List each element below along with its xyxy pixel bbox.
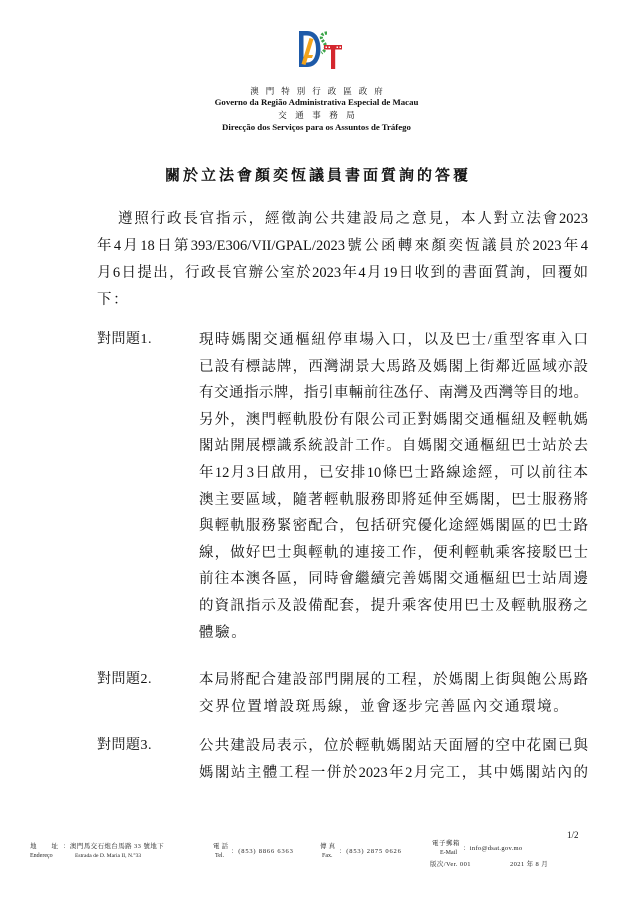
answer-2-text	[199, 667, 588, 720]
answer-1-line: 閣站開展標識系統設計工作。自媽閣交通樞紐巴士站於去	[199, 438, 588, 455]
logo-t-checker	[329, 47, 331, 49]
answer-1-line: 線，做好巴士與輕軌的連接工作，便利輕軌乘客接駁巴士	[199, 544, 588, 561]
answer-1-line: 澳主要區域，隨著輕軌服務即將延伸至媽閣，巴士服務將	[199, 491, 588, 508]
footer-address-label-zh: 地址	[30, 843, 73, 850]
intro-paragraph	[97, 206, 588, 314]
answer-1-line: 年12月3日啟用，已安排10條巴士路線途經，可以前往本	[199, 464, 588, 481]
footer-version: 版次/Ver. 001	[430, 861, 471, 868]
footer-address-label-pt: Endereço	[30, 853, 53, 859]
footer-fax-number: ：(853) 2875 0626	[339, 848, 402, 855]
footer-phone-number: ：(853) 8866 6363	[231, 848, 294, 855]
answer-1-line: 現時媽閣交通樞紐停車場入口，以及巴士/重型客車入口	[199, 332, 588, 348]
answer-2-label: 對問題2.	[97, 672, 152, 687]
footer-address-pt: Estrada de D. Maria II, N.°33	[75, 853, 142, 859]
answer-3-label: 對問題3.	[97, 738, 152, 753]
answer-2-line: 本局將配合建設部門開展的工程，於媽閣上街與飽公馬路	[199, 672, 588, 688]
logo-t-checker	[340, 47, 342, 49]
footer-fax-label-zh: 傳真	[320, 843, 337, 850]
answer-1-line: 有交通指示牌，指引車輛前往氹仔、南灣及西灣等目的地。	[199, 385, 588, 402]
department-name-pt: Direcção dos Serviços para os Assuntos de Tráfego	[222, 122, 411, 132]
answer-1-line: 已設有標誌牌，西灣湖景大馬路及媽閣上街鄰近區域亦設	[199, 358, 588, 375]
answer-1-label: 對問題1.	[97, 332, 152, 347]
dsat-logo	[296, 25, 344, 73]
answer-2-line: 交界位置增設斑馬線，並會逐步完善區內交通環境。	[199, 698, 570, 715]
footer-email-label-pt: E-Mail	[440, 850, 457, 856]
government-name-pt: Governo da Região Administrativa Especial de Macau	[214, 97, 419, 107]
intro-line: 遵照行政長官指示，經徵詢公共建設局之意見，本人對立法會2023	[118, 211, 588, 227]
logo-t-shape	[324, 45, 342, 69]
logo-t-checker	[337, 47, 339, 49]
logo-s-shape	[321, 33, 327, 53]
intro-line: 年4月18日第393/E306/VII/GPAL/2023號公函轉來顏奕恆議員於2023年4	[97, 238, 588, 254]
footer-fax-label-pt: Fax.	[322, 853, 333, 859]
answer-3-line: 公共建設局表示，位於輕軌媽閣站天面層的空中花園已與	[199, 738, 588, 754]
footer-email-label-zh: 電子郵箱	[432, 840, 460, 847]
footer-phone-label-zh: 電話	[213, 843, 230, 850]
department-name-zh: 交通事務局	[278, 110, 364, 120]
answer-1-line: 前往本澳各區，同時會繼續完善媽閣交通樞紐巴士站周邊	[199, 571, 588, 588]
document-title: 關於立法會顏奕恆議員書面質詢的答覆	[164, 168, 471, 184]
answer-1-line: 與輕軌服務緊密配合，包括研究優化途經媽閣區的巴士路	[199, 518, 588, 535]
answer-1-text	[199, 327, 588, 646]
footer-version-date: 2021 年 8 月	[510, 861, 549, 868]
answer-1-line: 體驗。	[199, 624, 248, 641]
footer-phone-label-pt: Tel.	[215, 853, 225, 859]
logo-t-stem	[331, 45, 335, 69]
logo-t-checker	[326, 47, 328, 49]
government-name-zh: 澳門特別行政區政府	[250, 86, 390, 96]
answer-3-text	[199, 733, 588, 786]
page-number: 1/2	[567, 830, 579, 840]
footer-email-address: ：info@dsat.gov.mo	[463, 845, 523, 852]
answer-1-line: 的資訊指示及設備配套，提升乘客使用巴士及輕軌服務之	[199, 597, 588, 614]
intro-line: 月6日提出，行政長官辦公室於2023年4月19日收到的書面質詢，回覆如	[97, 265, 588, 281]
answer-3-line: 媽閣站主體工程一併於2023年2月完工，其中媽閣站內的	[199, 764, 588, 781]
footer-address-zh: ：澳門馬交石炮台馬路 33 號地下	[63, 843, 165, 850]
intro-line: 下：	[97, 292, 130, 308]
answer-1-line: 另外，澳門輕軌股份有限公司正對媽閣交通樞紐及輕軌媽	[199, 411, 588, 428]
